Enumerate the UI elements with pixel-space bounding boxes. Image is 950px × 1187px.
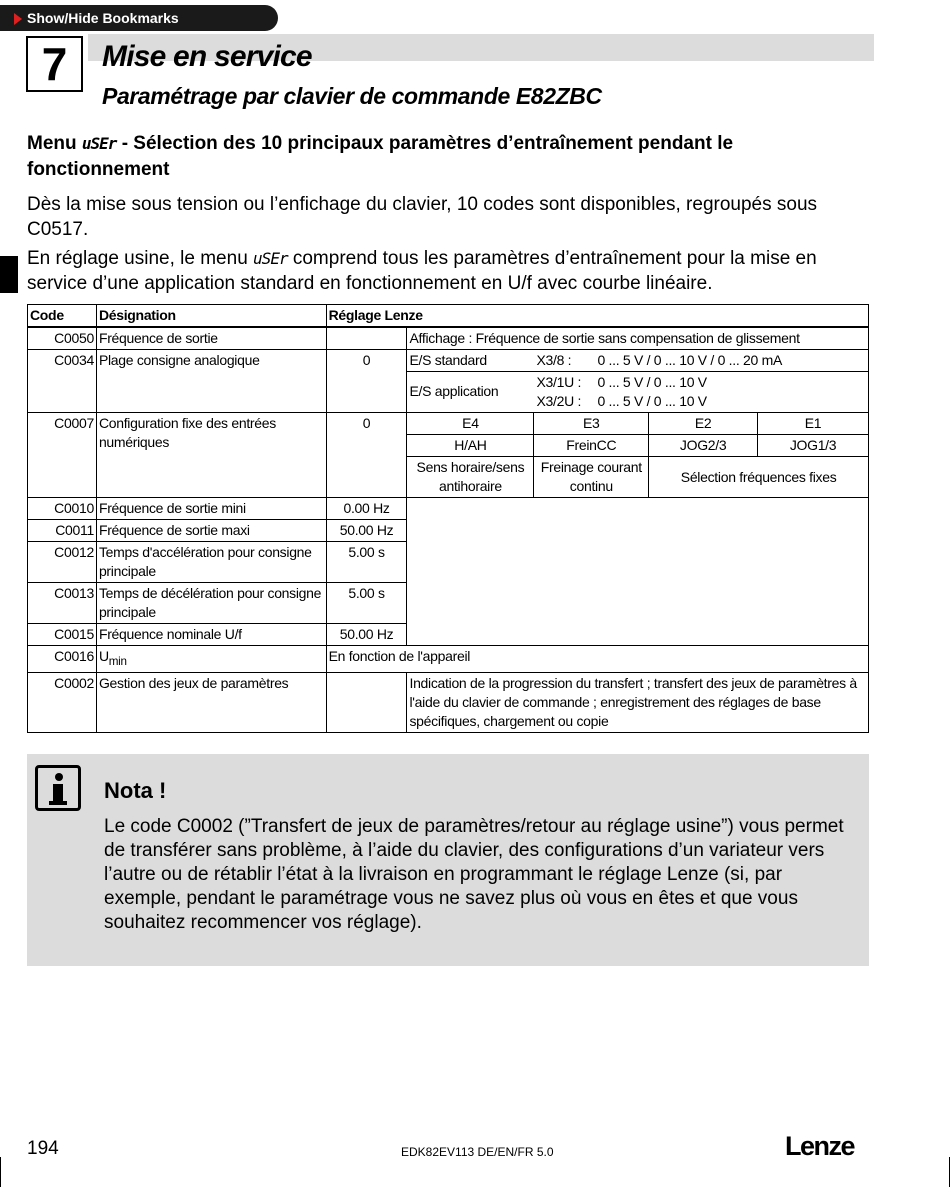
- table-cell: E/S application X3/1U : 0 ... 5 V / 0 ... 10 V X3/2U : 0 ... 5 V / 0 ... 10 V: [407, 372, 869, 413]
- table-cell: C0007: [28, 413, 97, 498]
- table-cell: E4: [407, 413, 534, 435]
- table-header-row: [28, 305, 869, 328]
- note-title: Nota !: [104, 778, 167, 803]
- header-reglage: Réglage Lenze: [326, 305, 868, 328]
- lenze-logo: Lenze: [785, 1131, 855, 1161]
- chapter-subtitle: Paramétrage par clavier de commande E82ZBC: [102, 83, 602, 109]
- table-cell: Configuration fixe des entrées numériques: [96, 413, 326, 498]
- table-cell: 50.00 Hz: [326, 520, 407, 542]
- note-text: Le code C0002 (”Transfert de jeux de paramètres/retour au réglage usine”) vous permet de transférer sans problème, à l’aide du clavier, des configurations d’un variateur vers l’autre ou de rétablir l’état à la livraison en programmant le réglage Lenze (si, par exemple, pendant le paramétrage vous ne savez plus où vous en êtes et que vous souhaitez recommencer vos réglage).: [104, 816, 844, 933]
- table-cell: Fréquence de sortie: [96, 327, 326, 350]
- table-cell: Temps de décélération pour consigne principale: [96, 583, 326, 624]
- document-id: EDK82EV113 DE/EN/FR 5.0: [401, 1145, 554, 1159]
- intro-paragraph: Dès la mise sous tension ou l’enfichage du clavier, 10 codes sont disponibles, regroupés sous C0517.: [27, 194, 818, 240]
- table-cell: C0002: [28, 672, 97, 732]
- table-cell: C0012: [28, 542, 97, 583]
- show-hide-bookmarks-button[interactable]: [0, 5, 278, 31]
- table-cell: 5.00 s: [326, 542, 407, 583]
- page-number: 194: [27, 1138, 59, 1159]
- table-cell: JOG1/3: [758, 435, 869, 457]
- table-cell: C0010: [28, 498, 97, 520]
- user-menu-code: uSEr: [81, 134, 117, 153]
- header-designation: Désignation: [96, 305, 326, 328]
- triangle-right-icon: [14, 13, 22, 25]
- header-code: Code: [28, 305, 97, 328]
- table-cell: C0015: [28, 624, 97, 646]
- table-row: [28, 646, 869, 673]
- table-cell: Indication de la progression du transfert ; transfert des jeux de paramètres à l'aide du clavier de commande ; enregistrement des réglages de base spécifiques, chargement ou copie: [407, 672, 869, 732]
- table-row: [28, 413, 869, 435]
- table-cell: [326, 672, 407, 732]
- table-cell: E3: [534, 413, 649, 435]
- table-cell: [326, 327, 407, 350]
- table-cell: Fréquence de sortie maxi: [96, 520, 326, 542]
- factory-setting-paragraph: En réglage usine, le menu uSEr comprend tous les paramètres d’entraînement pour la mise en service d’une application standard en fonctionnement en U/f avec courbe linéaire.: [27, 248, 817, 294]
- table-cell: 0.00 Hz: [326, 498, 407, 520]
- table-cell: FreinCC: [534, 435, 649, 457]
- table-row: [28, 327, 869, 350]
- table-cell: En fonction de l'appareil: [326, 646, 868, 673]
- bookmarks-label: Show/Hide Bookmarks: [27, 10, 179, 26]
- table-cell: E/S standard X3/8 : 0 ... 5 V / 0 ... 10 V / 0 ... 20 mA: [407, 350, 869, 372]
- table-cell: JOG2/3: [649, 435, 758, 457]
- table-cell: 50.00 Hz: [326, 624, 407, 646]
- table-cell: Sens horaire/sens antihoraire: [407, 457, 534, 498]
- info-icon: [35, 765, 81, 811]
- table-cell: E2: [649, 413, 758, 435]
- parameter-table: [27, 304, 869, 733]
- table-cell: Fréquence nominale U/f: [96, 624, 326, 646]
- chapter-number: 7: [26, 36, 83, 92]
- table-cell: $U_{min}$: [96, 646, 326, 673]
- crop-mark: [0, 1157, 1, 1187]
- table-cell: Plage consigne analogique: [96, 350, 326, 413]
- section-heading: Menu uSEr - Sélection des 10 principaux paramètres d’entraînement pendant le fonctionnement: [27, 133, 734, 180]
- table-cell: Affichage : Fréquence de sortie sans compensation de glissement: [407, 327, 869, 350]
- table-cell: C0011: [28, 520, 97, 542]
- table-cell: Fréquence de sortie mini: [96, 498, 326, 520]
- table-cell: Sélection fréquences fixes: [649, 457, 869, 498]
- table-cell: [407, 498, 869, 646]
- table-cell: Temps d'accélération pour consigne principale: [96, 542, 326, 583]
- table-cell: H/AH: [407, 435, 534, 457]
- table-cell: C0034: [28, 350, 97, 413]
- table-row: [28, 350, 869, 372]
- table-row: [28, 498, 869, 520]
- chapter-title: Mise en service: [102, 40, 312, 73]
- table-cell: C0050: [28, 327, 97, 350]
- table-row: [28, 672, 869, 732]
- table-cell: 5.00 s: [326, 583, 407, 624]
- table-cell: C0013: [28, 583, 97, 624]
- table-cell: Gestion des jeux de paramètres: [96, 672, 326, 732]
- table-cell: C0016: [28, 646, 97, 673]
- table-cell: Freinage courant continu: [534, 457, 649, 498]
- user-menu-code: uSEr: [253, 249, 288, 268]
- table-cell: 0: [326, 350, 407, 413]
- table-cell: 0: [326, 413, 407, 498]
- table-cell: E1: [758, 413, 869, 435]
- margin-marker: [0, 256, 18, 293]
